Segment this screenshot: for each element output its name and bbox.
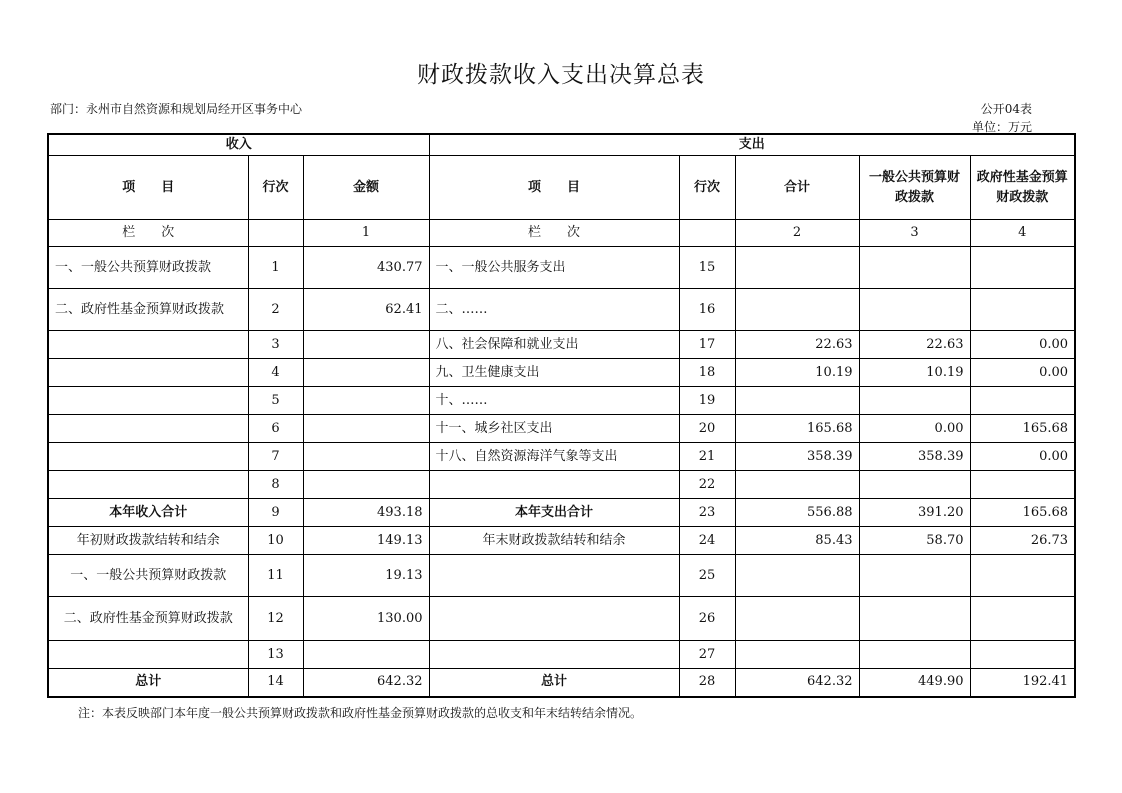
income-amount: 430.77 [303,247,429,289]
income-grand-total-label: 总计 [48,669,248,697]
expense-row-no: 27 [679,641,735,669]
subtotal-row [48,499,1075,527]
column-number: 3 [859,220,970,247]
income-amount: 493.18 [303,499,429,527]
expense-general-budget [859,289,970,331]
income-amount [303,471,429,499]
income-amount: 642.32 [303,669,429,697]
expense-general-budget: 0.00 [859,415,970,443]
income-amount: 130.00 [303,597,429,641]
column-number: 2 [735,220,859,247]
expense-total: 22.63 [735,331,859,359]
expense-item: 十、…… [429,387,679,415]
income-item [48,471,248,499]
expense-item [429,597,679,641]
expense-row-no: 18 [679,359,735,387]
expense-general-budget: 449.90 [859,669,970,697]
gov-fund-header: 政府性基金预算财政拨款 [970,156,1075,220]
expense-gov-fund: 0.00 [970,331,1075,359]
expense-gov-fund: 165.68 [970,499,1075,527]
expense-gov-fund: 26.73 [970,527,1075,555]
expense-general-budget [859,471,970,499]
expense-gov-fund: 0.00 [970,359,1075,387]
income-item [48,443,248,471]
income-row-no: 13 [248,641,303,669]
expense-total: 10.19 [735,359,859,387]
income-row-no: 5 [248,387,303,415]
general-budget-header: 一般公共预算财政拨款 [859,156,970,220]
expense-total [735,471,859,499]
expense-total: 85.43 [735,527,859,555]
expense-row-no: 22 [679,471,735,499]
table-row [48,289,1075,331]
expense-gov-fund [970,289,1075,331]
empty-cell [679,220,735,247]
expense-gov-fund [970,597,1075,641]
table-row [48,331,1075,359]
income-row-no: 14 [248,669,303,697]
expense-row-no: 24 [679,527,735,555]
expense-item: 十八、自然资源海洋气象等支出 [429,443,679,471]
expense-row-no: 15 [679,247,735,289]
income-amount: 149.13 [303,527,429,555]
table-row [48,443,1075,471]
income-row-no: 8 [248,471,303,499]
income-amount [303,443,429,471]
expense-row-no: 20 [679,415,735,443]
expense-gov-fund [970,471,1075,499]
expense-row-no-header: 行次 [679,156,735,220]
expense-item [429,471,679,499]
expense-total: 556.88 [735,499,859,527]
income-amount: 19.13 [303,555,429,597]
income-item: 一、一般公共预算财政拨款 [48,555,248,597]
income-item [48,359,248,387]
expense-total: 642.32 [735,669,859,697]
income-row-no: 12 [248,597,303,641]
income-row-no: 1 [248,247,303,289]
expense-gov-fund [970,247,1075,289]
table-row [48,359,1075,387]
income-item-header: 项 目 [48,156,248,220]
expense-total [735,387,859,415]
income-item: 二、政府性基金预算财政拨款 [48,597,248,641]
income-amount [303,641,429,669]
expense-general-budget [859,387,970,415]
expense-row-no: 26 [679,597,735,641]
expense-gov-fund [970,641,1075,669]
income-amount [303,387,429,415]
income-item: 二、政府性基金预算财政拨款 [48,289,248,331]
form-number: 公开04表 [980,102,1032,116]
expense-item [429,555,679,597]
expense-general-budget [859,597,970,641]
table-row [48,247,1075,289]
department-label: 部门：永州市自然资源和规划局经开区事务中心 [50,102,303,116]
column-number: 4 [970,220,1075,247]
income-section-header: 收入 [48,134,429,156]
expense-item: 八、社会保障和就业支出 [429,331,679,359]
expense-item: 年末财政拨款结转和结余 [429,527,679,555]
expense-total [735,641,859,669]
table-row [48,415,1075,443]
expense-general-budget [859,555,970,597]
table-row [48,597,1075,641]
expense-item [429,641,679,669]
expense-gov-fund: 192.41 [970,669,1075,697]
income-row-no: 4 [248,359,303,387]
table-row [48,471,1075,499]
income-row-no-header: 行次 [248,156,303,220]
table-row [48,527,1075,555]
expense-gov-fund [970,387,1075,415]
page-title: 财政拨款收入支出决算总表 [417,62,705,88]
expense-gov-fund [970,555,1075,597]
expense-item-header: 项 目 [429,156,679,220]
fiscal-summary-table [47,133,1076,698]
income-amount-header: 金额 [303,156,429,220]
income-row-no: 10 [248,527,303,555]
expense-total: 358.39 [735,443,859,471]
income-row-no: 3 [248,331,303,359]
column-number-row [48,220,1075,247]
empty-cell [248,220,303,247]
grand-total-row [48,669,1075,697]
expense-item: 九、卫生健康支出 [429,359,679,387]
income-row-no: 6 [248,415,303,443]
section-header-row [48,134,1075,156]
expense-row-no: 19 [679,387,735,415]
expense-total [735,597,859,641]
expense-row-no: 16 [679,289,735,331]
income-item: 一、一般公共预算财政拨款 [48,247,248,289]
expense-row-no: 25 [679,555,735,597]
expense-row-no: 21 [679,443,735,471]
expense-item: 一、一般公共服务支出 [429,247,679,289]
expense-row-no: 28 [679,669,735,697]
income-row-no: 7 [248,443,303,471]
table-row [48,387,1075,415]
income-row-no: 2 [248,289,303,331]
expense-grand-total-label: 总计 [429,669,679,697]
expense-row-no: 23 [679,499,735,527]
expense-item: 二、…… [429,289,679,331]
expense-item: 十一、城乡社区支出 [429,415,679,443]
expense-total: 165.68 [735,415,859,443]
income-row-no: 9 [248,499,303,527]
expense-subtotal-label: 本年支出合计 [429,499,679,527]
expense-row-no: 17 [679,331,735,359]
table-row [48,555,1075,597]
income-item [48,331,248,359]
expense-general-budget: 22.63 [859,331,970,359]
income-amount [303,331,429,359]
income-item [48,641,248,669]
income-item: 年初财政拨款结转和结余 [48,527,248,555]
column-label: 栏 次 [429,220,679,247]
column-label: 栏 次 [48,220,248,247]
expense-total [735,247,859,289]
income-item [48,415,248,443]
expense-general-budget: 358.39 [859,443,970,471]
expense-general-budget [859,641,970,669]
table-row [48,641,1075,669]
income-item [48,387,248,415]
unit-label: 单位：万元 [971,120,1032,134]
footnote: 注：本表反映部门本年度一般公共预算财政拨款和政府性基金预算财政拨款的总收支和年末结转结余情况。 [78,706,643,720]
expense-general-budget [859,247,970,289]
expense-gov-fund: 0.00 [970,443,1075,471]
income-subtotal-label: 本年收入合计 [48,499,248,527]
total-header: 合计 [735,156,859,220]
income-amount [303,359,429,387]
income-amount: 62.41 [303,289,429,331]
expense-total [735,555,859,597]
expense-section-header: 支出 [429,134,1075,156]
expense-general-budget: 391.20 [859,499,970,527]
expense-general-budget: 10.19 [859,359,970,387]
income-row-no: 11 [248,555,303,597]
expense-gov-fund: 165.68 [970,415,1075,443]
expense-total [735,289,859,331]
column-header-row [48,156,1075,220]
expense-general-budget: 58.70 [859,527,970,555]
income-amount [303,415,429,443]
column-number: 1 [303,220,429,247]
